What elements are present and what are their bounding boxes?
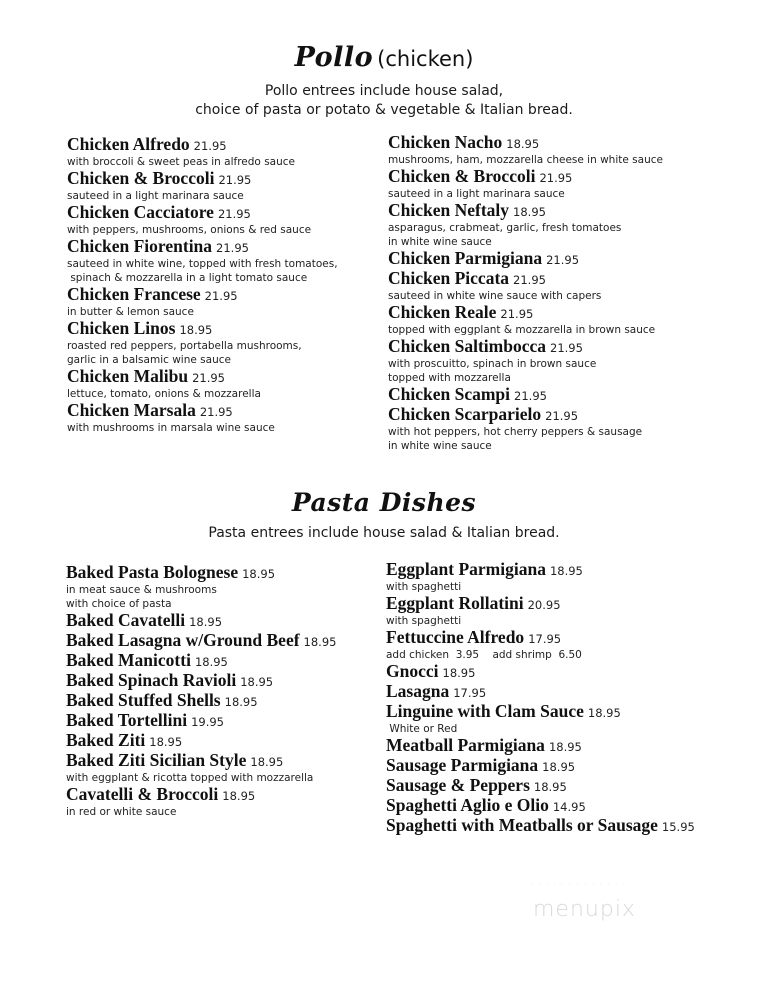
menu-item-price: 18.95 <box>549 564 583 578</box>
menu-item-name: Meatball Parmigiana <box>386 735 545 755</box>
menu-item <box>386 756 695 776</box>
menu-item-price: 21.95 <box>539 171 573 185</box>
menu-item <box>388 249 663 269</box>
menu-item <box>386 702 695 736</box>
menu-item-name: Chicken Alfredo <box>67 134 190 154</box>
menu-item-description: with proscuitto, spinach in brown sauce <box>388 358 597 370</box>
menu-item <box>67 319 338 367</box>
menu-item-description: sauteed in white wine, topped with fresh tomatoes, <box>67 258 338 270</box>
menu-item-price: 18.95 <box>179 323 213 337</box>
menu-item <box>66 563 336 611</box>
menu-item <box>386 662 695 682</box>
menu-item-header <box>386 560 695 580</box>
menu-item-header <box>388 303 663 323</box>
menu-item-name: Baked Spinach Ravioli <box>66 670 237 690</box>
menu-item <box>386 628 695 662</box>
menu-item-description: lettuce, tomato, onions & mozzarella <box>67 388 261 400</box>
menu-item-description: with peppers, mushrooms, onions & red sauce <box>67 224 312 236</box>
menu-item-price: 21.95 <box>514 389 547 403</box>
menu-item <box>67 169 338 203</box>
menu-item-price: 14.95 <box>552 800 586 814</box>
menu-item-header <box>388 133 663 153</box>
menu-item <box>388 133 663 167</box>
menu-item-header <box>388 167 663 187</box>
menu-item-name: Chicken & Broccoli <box>388 166 536 186</box>
menu-item-name: Baked Ziti Sicilian Style <box>66 750 247 770</box>
menu-item-header <box>67 203 338 223</box>
menu-item-description: asparagus, crabmeat, garlic, fresh tomatoes <box>388 222 622 234</box>
menu-item-name: Chicken Cacciatore <box>67 202 214 222</box>
pollo-intro-line1: Pollo entrees include house salad, <box>264 83 504 99</box>
menu-item <box>386 682 695 702</box>
menu-item-price: 17.95 <box>453 686 487 700</box>
menu-item-name: Chicken Francese <box>67 284 201 304</box>
menu-item-name: Sausage Parmigiana <box>386 755 539 775</box>
menu-item-price: 21.95 <box>545 409 579 423</box>
menu-item-name: Chicken Linos <box>67 318 176 338</box>
pollo-left-column <box>67 135 338 435</box>
menu-item-name: Chicken & Broccoli <box>67 168 215 188</box>
pollo-right-column <box>388 133 663 453</box>
menu-item-description: mushrooms, ham, mozzarella cheese in white sauce <box>388 154 663 166</box>
menu-item-description: with spaghetti <box>386 615 462 627</box>
menu-item-price: 18.95 <box>194 655 228 669</box>
menu-item-price: 21.95 <box>216 241 249 255</box>
menu-item-header <box>67 285 338 305</box>
menu-item-price: 18.95 <box>587 706 621 720</box>
menu-item-name: Chicken Nacho <box>388 132 503 152</box>
menu-item-price: 18.95 <box>222 789 256 803</box>
menu-item-header <box>386 628 695 648</box>
menu-item <box>388 269 663 303</box>
menu-item <box>67 237 338 285</box>
menu-item-description: with choice of pasta <box>66 598 172 610</box>
menu-item-price: 21.95 <box>192 371 226 385</box>
menu-item <box>386 776 695 796</box>
menu-item-name: Baked Stuffed Shells <box>66 690 221 710</box>
menu-item-price: 21.95 <box>513 273 546 287</box>
menu-item-description: in butter & lemon sauce <box>67 306 194 318</box>
menu-item-price: 21.95 <box>218 173 252 187</box>
menu-item-description: in white wine sauce <box>388 236 492 248</box>
menu-item-price: 19.95 <box>191 715 225 729</box>
menu-item-description: garlic in a balsamic wine sauce <box>67 354 231 366</box>
menu-item-description: topped with eggplant & mozzarella in brown sauce <box>388 324 656 336</box>
menu-item <box>386 736 695 756</box>
menu-item-header <box>66 691 336 711</box>
menu-item-description: with mushrooms in marsala wine sauce <box>67 422 275 434</box>
menu-item-name: Fettuccine Alfredo <box>386 627 525 647</box>
menu-item-header <box>66 651 336 671</box>
menu-item-price: 21.95 <box>204 289 238 303</box>
menu-item <box>66 785 336 819</box>
menu-item-header <box>388 385 663 405</box>
menu-item-header <box>388 405 663 425</box>
pasta-intro-line1: Pasta entrees include house salad & Italian bread. <box>208 525 560 541</box>
pollo-section-title <box>0 42 768 73</box>
menu-item-description: with eggplant & ricotta topped with mozzarella <box>66 772 314 784</box>
menu-item <box>66 611 336 631</box>
menu-item <box>67 367 338 401</box>
menu-item-header <box>386 662 695 682</box>
menu-item-name: Eggplant Rollatini <box>386 593 524 613</box>
menu-item-name: Spaghetti Aglio e Olio <box>386 795 549 815</box>
menu-item-header <box>67 401 338 421</box>
menu-item <box>386 796 695 816</box>
menu-item-price: 18.95 <box>506 137 540 151</box>
watermark-logo: menupix <box>533 897 636 922</box>
pollo-intro-line2: choice of pasta or potato & vegetable & Italian bread. <box>195 102 573 118</box>
menu-item <box>66 631 336 651</box>
menu-item-price: 18.95 <box>533 780 567 794</box>
menu-item-price: 21.95 <box>199 405 233 419</box>
menu-item-description: in white wine sauce <box>388 440 492 452</box>
pasta-section-title <box>0 488 768 517</box>
menu-item-description: sauteed in a light marinara sauce <box>388 188 565 200</box>
menu-item-description: with hot peppers, hot cherry peppers & sausage <box>388 426 643 438</box>
menu-item-name: Spaghetti with Meatballs or Sausage <box>386 815 658 835</box>
menu-item-name: Baked Cavatelli <box>66 610 186 630</box>
menu-item-name: Sausage & Peppers <box>386 775 530 795</box>
menu-item-header <box>388 201 663 221</box>
menu-item <box>386 560 695 594</box>
menu-item-price: 18.95 <box>224 695 258 709</box>
menu-item <box>66 691 336 711</box>
pasta-right-column <box>386 560 695 836</box>
menu-item-price: 21.95 <box>550 341 583 355</box>
menu-item <box>66 731 336 751</box>
menu-item-price: 18.95 <box>513 205 546 219</box>
menu-item-price: 21.95 <box>193 139 227 153</box>
menu-item <box>67 135 338 169</box>
menu-item-header <box>388 249 663 269</box>
pollo-intro <box>0 82 768 120</box>
menu-item-name: Eggplant Parmigiana <box>386 559 546 579</box>
menu-item-name: Chicken Neftaly <box>388 200 510 220</box>
menu-item-header <box>67 237 338 257</box>
menu-item-description: spinach & mozzarella in a light tomato sauce <box>67 272 308 284</box>
menu-item <box>388 167 663 201</box>
menu-item-header <box>66 563 336 583</box>
menu-item-description: roasted red peppers, portabella mushrooms, <box>67 340 302 352</box>
menu-item <box>67 285 338 319</box>
menu-item-description: topped with mozzarella <box>388 372 511 384</box>
menu-item <box>66 671 336 691</box>
menu-item-header <box>386 796 695 816</box>
menu-item-name: Chicken Marsala <box>67 400 196 420</box>
menu-item-header <box>67 135 338 155</box>
menu-item-price: 18.95 <box>189 615 223 629</box>
menu-item-description: with broccoli & sweet peas in alfredo sauce <box>67 156 295 168</box>
menu-item-header <box>66 731 336 751</box>
menu-item-price: 21.95 <box>500 307 534 321</box>
menu-item-price: 18.95 <box>542 760 576 774</box>
pasta-intro <box>0 524 768 543</box>
menu-item-header <box>386 756 695 776</box>
menu-item-description: sauteed in white wine sauce with capers <box>388 290 602 302</box>
menu-item-description: White or Red <box>386 723 458 735</box>
menu-item-header <box>386 776 695 796</box>
menu-item-price: 21.95 <box>546 253 580 267</box>
menu-item-header <box>386 736 695 756</box>
menu-item <box>66 751 336 785</box>
menu-item-header <box>66 751 336 771</box>
menu-item-header <box>386 594 695 614</box>
menu-item-name: Chicken Scarparielo <box>388 404 542 424</box>
menu-item-name: Chicken Piccata <box>388 268 510 288</box>
menu-item-name: Baked Lasagna w/Ground Beef <box>66 630 300 650</box>
menu-item-price: 21.95 <box>217 207 251 221</box>
menu-item <box>388 337 663 385</box>
menu-item-header <box>388 269 663 289</box>
pollo-title-script: Pollo <box>294 42 374 73</box>
menu-item-header <box>67 367 338 387</box>
menu-item-name: Baked Manicotti <box>66 650 191 670</box>
menu-item-price: 18.95 <box>442 666 476 680</box>
menu-item-name: Lasagna <box>386 681 450 701</box>
menu-item-name: Linguine with Clam Sauce <box>386 701 584 721</box>
menu-item-name: Chicken Malibu <box>67 366 189 386</box>
menu-item-description: in red or white sauce <box>66 806 177 818</box>
pollo-title-plain: (chicken) <box>377 47 474 71</box>
menu-item <box>388 385 663 405</box>
menu-item <box>66 651 336 671</box>
menu-item <box>386 594 695 628</box>
menu-item-header <box>66 671 336 691</box>
menu-item-description: with spaghetti <box>386 581 462 593</box>
menu-item-name: Cavatelli & Broccoli <box>66 784 219 804</box>
pasta-title-script: Pasta Dishes <box>291 488 477 517</box>
menu-item-name: Baked Tortellini <box>66 710 188 730</box>
menu-item-header <box>67 319 338 339</box>
menu-item-price: 20.95 <box>527 598 561 612</box>
menu-item-price: 18.95 <box>149 735 183 749</box>
menu-item-name: Chicken Saltimbocca <box>388 336 546 356</box>
menu-item-header <box>388 337 663 357</box>
menu-item-header <box>386 682 695 702</box>
menu-item <box>67 203 338 237</box>
menu-item-header <box>67 169 338 189</box>
menu-item-header <box>66 631 336 651</box>
menu-item-price: 18.95 <box>303 635 337 649</box>
menu-item-header <box>386 816 695 836</box>
menu-item <box>388 201 663 249</box>
menu-item-name: Chicken Scampi <box>388 384 511 404</box>
menu-item <box>66 711 336 731</box>
menu-item <box>388 303 663 337</box>
menu-item-name: Chicken Parmigiana <box>388 248 543 268</box>
menu-item-name: Baked Ziti <box>66 730 146 750</box>
watermark-tagline: · · · · · · · · · · · · · <box>530 880 627 890</box>
menu-item-header <box>66 785 336 805</box>
menu-item-name: Chicken Fiorentina <box>67 236 213 256</box>
menu-item-price: 18.95 <box>242 567 276 581</box>
menu-item-name: Gnocci <box>386 661 439 681</box>
menu-item <box>67 401 338 435</box>
menu-item-price: 18.95 <box>240 675 274 689</box>
menu-item-description: add chicken 3.95 add shrimp 6.50 <box>386 649 582 661</box>
menu-item-header <box>66 711 336 731</box>
menu-item-price: 18.95 <box>250 755 284 769</box>
menu-item-header <box>66 611 336 631</box>
menu-item-price: 15.95 <box>661 820 695 834</box>
menu-item-name: Chicken Reale <box>388 302 497 322</box>
menu-item-name: Baked Pasta Bolognese <box>66 562 239 582</box>
menu-item-description: sauteed in a light marinara sauce <box>67 190 244 202</box>
menu-item-description: in meat sauce & mushrooms <box>66 584 217 596</box>
menu-item-price: 18.95 <box>548 740 582 754</box>
pasta-left-column <box>66 563 336 819</box>
menu-item-header <box>386 702 695 722</box>
menu-item-price: 17.95 <box>528 632 562 646</box>
menu-item <box>386 816 695 836</box>
menu-item <box>388 405 663 453</box>
